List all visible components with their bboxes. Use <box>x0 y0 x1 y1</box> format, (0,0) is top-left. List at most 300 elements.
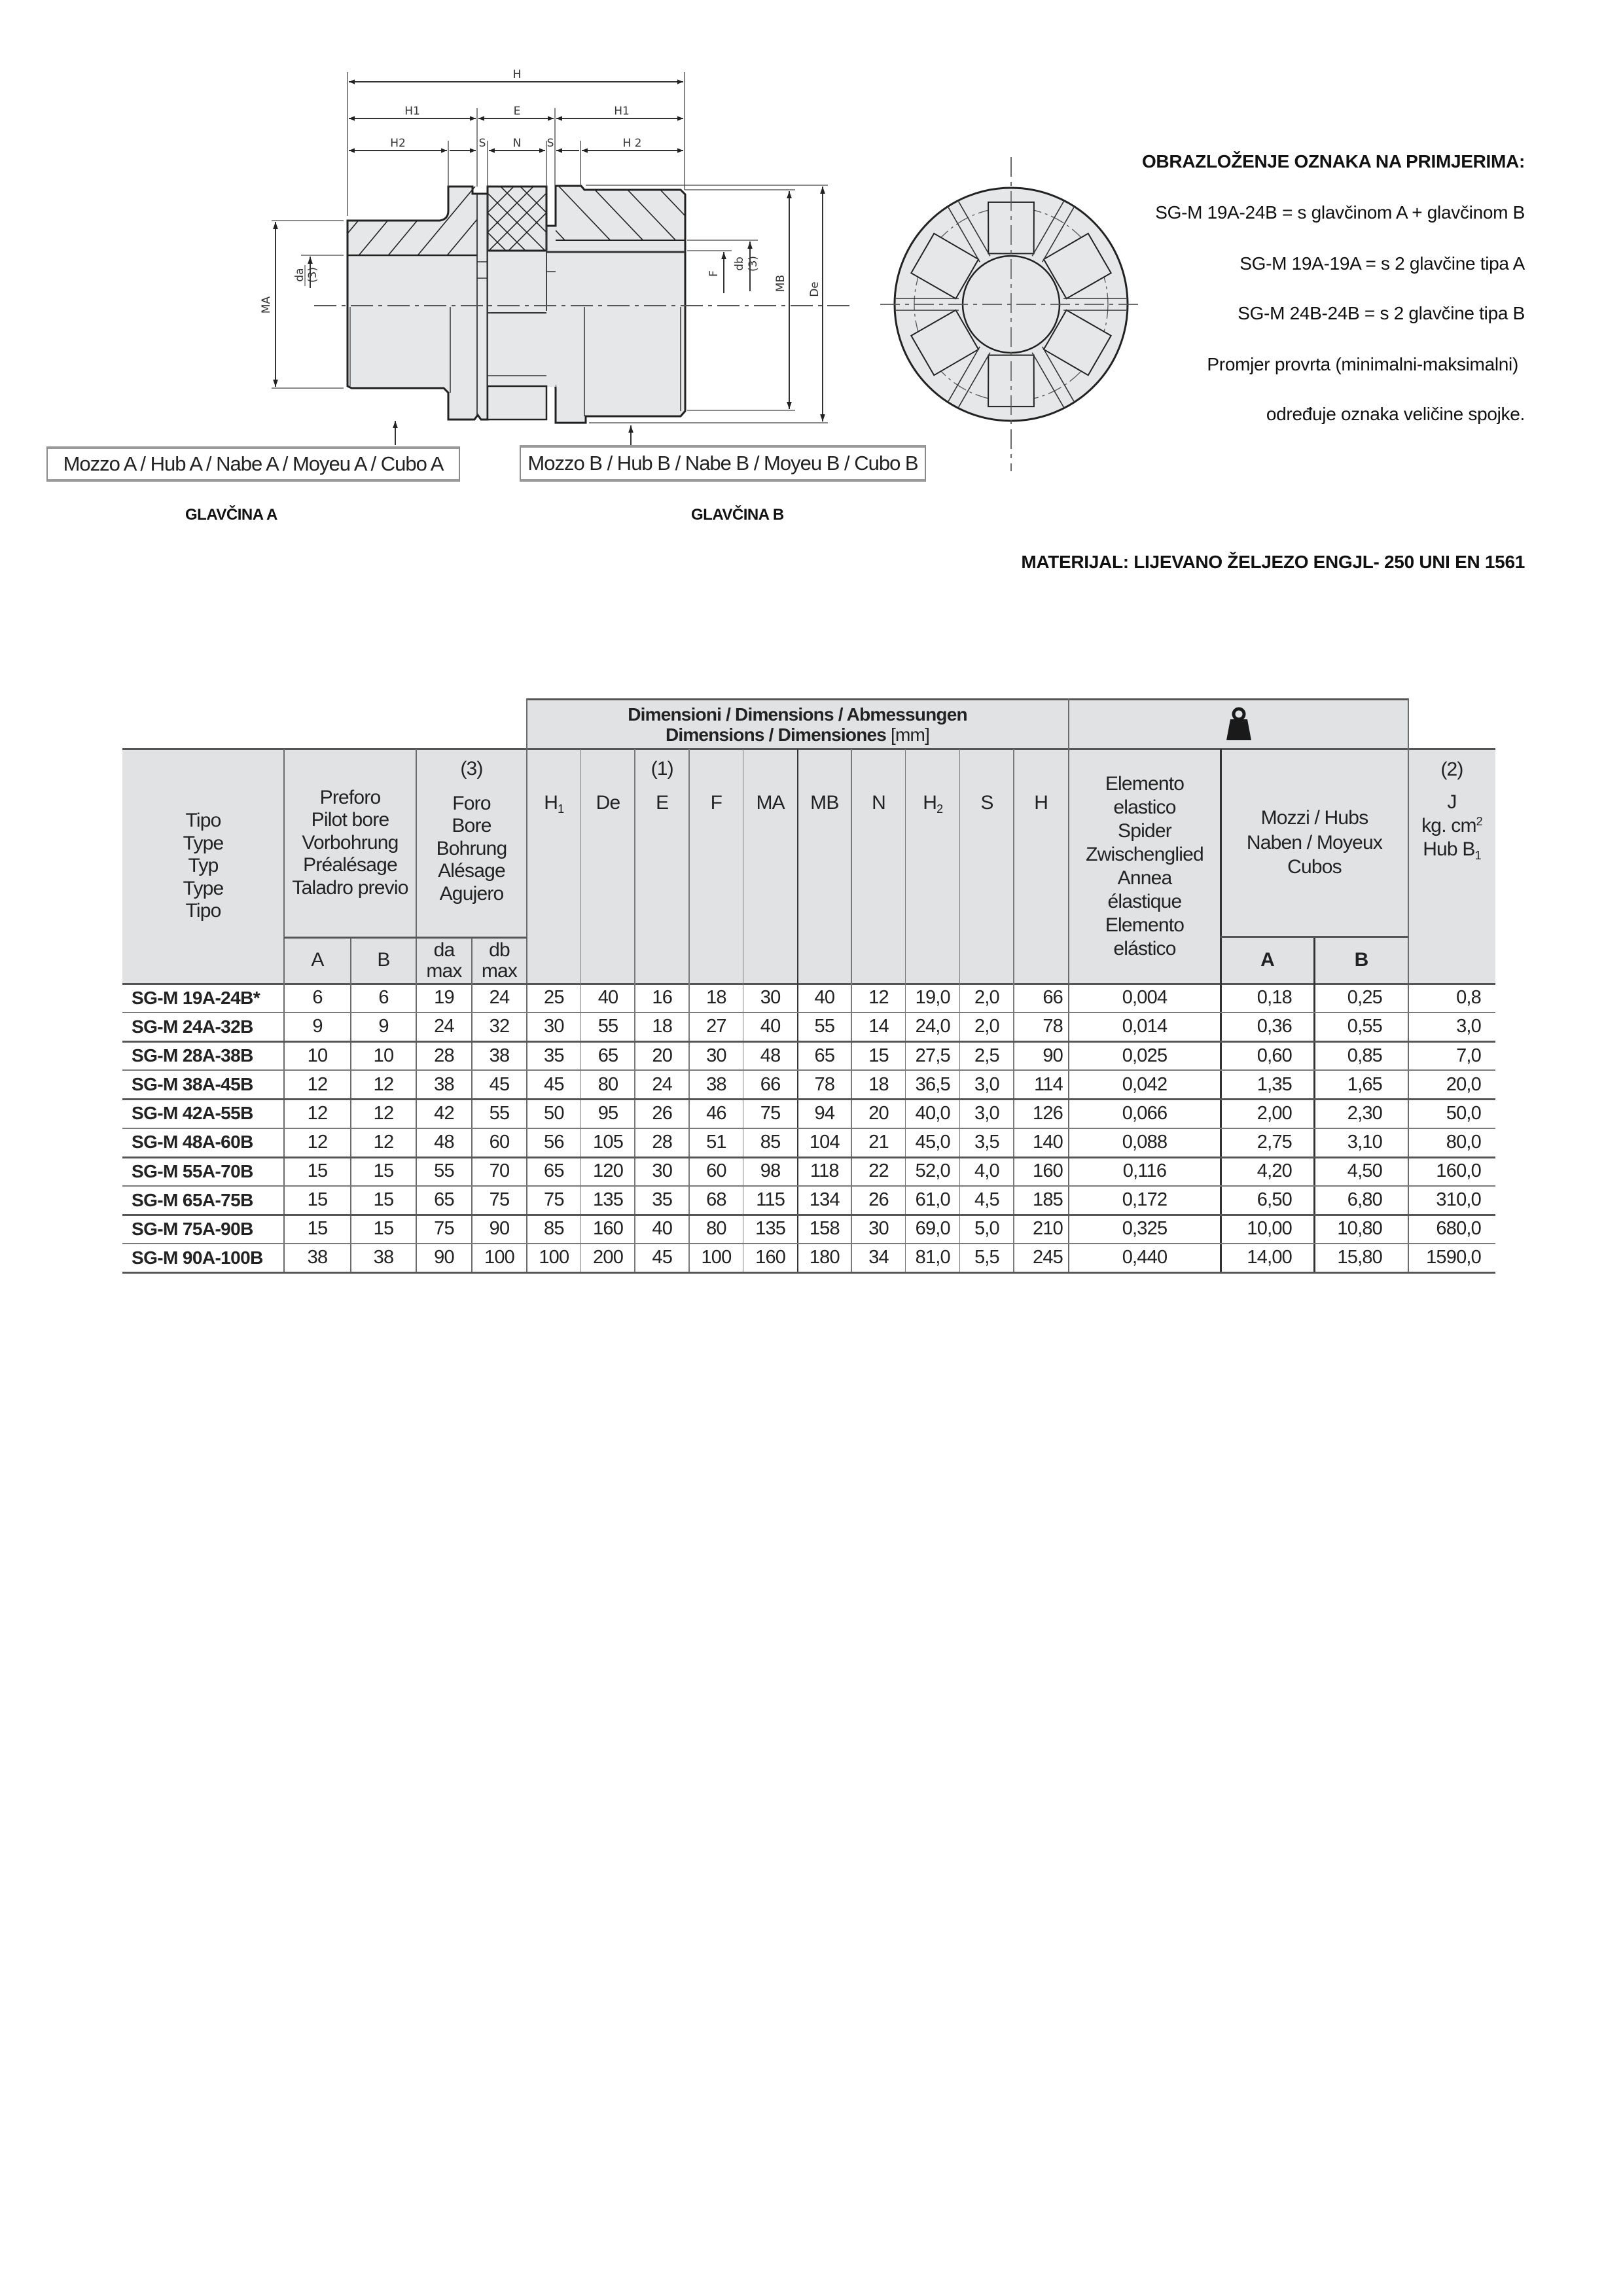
table-cell: 10 <box>307 1045 328 1066</box>
grid-line <box>284 937 527 939</box>
dim-label-da-note: (3) <box>306 266 319 283</box>
table-cell: 126 <box>1032 1102 1063 1124</box>
table-cell: 0,85 <box>1347 1045 1382 1066</box>
table-cell: 51 <box>706 1131 726 1153</box>
table-cell: 6 <box>378 987 389 1009</box>
table-cell: 24 <box>434 1016 454 1037</box>
grid-line <box>122 1272 1495 1274</box>
table-cell: 38 <box>706 1073 726 1095</box>
bore-header-es: Agujero <box>439 882 504 905</box>
table-cell: 38 <box>373 1247 394 1268</box>
pilot-bore-header <box>284 749 416 937</box>
inertia-hub-sub: 1 <box>1474 849 1481 862</box>
grid-line <box>471 937 473 1272</box>
table-cell: 0,8 <box>1456 987 1481 1009</box>
table-cell: 45,0 <box>915 1131 950 1153</box>
grid-line <box>122 1157 1495 1158</box>
table-cell: 200 <box>593 1247 624 1268</box>
table-cell: 1,35 <box>1257 1073 1292 1095</box>
dim-column-label: H <box>923 792 937 814</box>
table-cell: 310,0 <box>1436 1189 1481 1211</box>
table-cell: 56 <box>544 1131 564 1153</box>
dim-label-H: H <box>512 68 522 81</box>
table-row <box>122 1070 1495 1099</box>
table-cell: 185 <box>1032 1189 1063 1211</box>
spider-weight-header <box>1069 749 1221 984</box>
table-cell: 24 <box>652 1073 673 1095</box>
table-cell: 35 <box>652 1189 673 1211</box>
spider-header-line: elástico <box>1113 937 1176 960</box>
hubs-header-line: Naben / Moyeux <box>1246 831 1383 853</box>
table-cell: 45 <box>652 1247 673 1268</box>
table-cell: 40 <box>652 1218 673 1240</box>
grid-line <box>959 749 961 1272</box>
weight-icon <box>1221 706 1257 743</box>
table-cell: 27 <box>706 1016 726 1037</box>
table-cell: 55 <box>597 1016 618 1037</box>
grid-line <box>122 1243 1495 1244</box>
table-cell: 66 <box>760 1073 781 1095</box>
table-row <box>122 1186 1495 1215</box>
bore-header-fr: Alésage <box>438 860 505 882</box>
table-cell: 15 <box>373 1160 394 1181</box>
table-cell: 0,004 <box>1122 987 1168 1009</box>
table-cell: 14 <box>868 1016 889 1037</box>
table-cell: 26 <box>652 1102 673 1124</box>
table-cell: 4,5 <box>974 1189 999 1211</box>
spider-header-line: Elemento <box>1105 772 1185 795</box>
weight-group-header <box>1069 698 1408 749</box>
table-cell: 78 <box>1043 1016 1063 1037</box>
table-cell: 104 <box>809 1131 840 1153</box>
bore-sub-da-label: da <box>433 939 455 961</box>
grid-line <box>1313 937 1315 1272</box>
front-view <box>880 157 1139 471</box>
table-cell: 80,0 <box>1446 1131 1481 1153</box>
table-cell: 45 <box>544 1073 564 1095</box>
row-type-label: SG-M 19A-24B* <box>132 987 260 1008</box>
table-cell: 40,0 <box>915 1102 950 1124</box>
bore-sub-db <box>472 937 527 984</box>
table-cell: 80 <box>706 1218 726 1240</box>
table-cell: 3,0 <box>974 1073 999 1095</box>
table-cell: 140 <box>1032 1131 1063 1153</box>
table-cell: 90 <box>489 1218 510 1240</box>
table-cell: 4,50 <box>1347 1160 1382 1181</box>
dim-column-header <box>743 749 798 984</box>
hub-b-callout-text: Mozzo B / Hub B / Nabe B / Moyeu B / Cubo B <box>527 452 918 475</box>
hub-a-callout-text: Mozzo A / Hub A / Nabe A / Moyeu A / Cubo A <box>63 452 444 475</box>
dim-label-db: db <box>733 257 746 271</box>
table-row <box>122 1013 1495 1041</box>
table-cell: 80 <box>597 1073 618 1095</box>
table-cell: 14,00 <box>1247 1247 1292 1268</box>
inertia-unit-sup: 2 <box>1476 815 1482 828</box>
dim-label-De: De <box>808 281 821 297</box>
notes-line: SG-M 19A-24B = s glavčinom A + glavčinom B <box>1155 202 1525 223</box>
table-cell: 15 <box>868 1045 889 1066</box>
grid-line <box>851 749 852 1272</box>
table-cell: 18 <box>868 1073 889 1095</box>
spider-header-line: Elemento <box>1105 914 1185 936</box>
table-cell: 24 <box>489 987 510 1009</box>
table-cell: 100 <box>484 1247 514 1268</box>
table-cell: 75 <box>489 1189 510 1211</box>
table-cell: 680,0 <box>1436 1218 1481 1240</box>
table-cell: 0,014 <box>1122 1016 1168 1037</box>
spider-header-line: Zwischenglied <box>1086 843 1204 865</box>
dim-column-label: N <box>872 792 885 814</box>
table-cell: 180 <box>809 1247 840 1268</box>
table-row <box>122 1099 1495 1128</box>
table-cell: 32 <box>489 1016 510 1037</box>
grid-line <box>797 749 799 1272</box>
table-cell: 28 <box>652 1131 673 1153</box>
table-cell: 120 <box>593 1160 624 1181</box>
grid-line <box>1013 749 1014 1272</box>
table-cell: 0,325 <box>1122 1218 1168 1240</box>
table-cell: 2,5 <box>974 1045 999 1066</box>
grid-line <box>905 749 906 1272</box>
table-cell: 30 <box>706 1045 726 1066</box>
table-cell: 160,0 <box>1436 1160 1481 1181</box>
dim-column-header <box>960 749 1014 984</box>
table-cell: 6,80 <box>1347 1189 1382 1211</box>
row-type-label: SG-M 38A-45B <box>132 1074 253 1095</box>
table-cell: 2,0 <box>974 1016 999 1037</box>
bore-sub-db-max: max <box>481 960 518 982</box>
table-cell: 12 <box>373 1131 394 1153</box>
inertia-hub: Hub B <box>1423 838 1475 860</box>
table-cell: 26 <box>868 1189 889 1211</box>
table-cell: 134 <box>809 1189 840 1211</box>
table-cell: 135 <box>755 1218 786 1240</box>
hub-b-label: GLAVČINA B <box>691 506 784 524</box>
dim-column-header <box>906 749 960 984</box>
type-header-es: Tipo <box>185 900 221 922</box>
grid-line <box>122 1069 1495 1071</box>
table-cell: 210 <box>1032 1218 1063 1240</box>
table-cell: 0,440 <box>1122 1247 1168 1268</box>
pilot-header-es: Taladro previo <box>292 876 408 899</box>
table-row <box>122 1041 1495 1070</box>
spider-header-line: Annea <box>1117 867 1172 889</box>
grid-line <box>1221 936 1408 938</box>
table-cell: 0,116 <box>1122 1160 1167 1181</box>
row-type-label: SG-M 48A-60B <box>132 1132 253 1153</box>
table-cell: 30 <box>868 1218 889 1240</box>
grid-line <box>688 749 690 1272</box>
table-cell: 68 <box>706 1189 726 1211</box>
table-cell: 9 <box>312 1016 323 1037</box>
bore-header-de: Bohrung <box>436 837 507 859</box>
spider-header-line: élastique <box>1107 890 1182 912</box>
table-cell: 36,5 <box>915 1073 950 1095</box>
table-cell: 2,00 <box>1257 1102 1292 1124</box>
dim-column-label: E <box>656 792 669 814</box>
dim-column-header <box>798 749 852 984</box>
table-cell: 0,36 <box>1257 1016 1292 1037</box>
dim-column-label: H <box>1034 792 1048 814</box>
table-cell: 245 <box>1032 1247 1063 1268</box>
table-cell: 2,75 <box>1257 1131 1292 1153</box>
table-cell: 4,0 <box>974 1160 999 1181</box>
table-cell: 40 <box>760 1016 781 1037</box>
table-cell: 65 <box>544 1160 564 1181</box>
table-row <box>122 1128 1495 1157</box>
pilot-header-en: Pilot bore <box>311 809 389 831</box>
table-cell: 48 <box>434 1131 454 1153</box>
dim-label-F: F <box>707 270 721 277</box>
table-cell: 20,0 <box>1446 1073 1481 1095</box>
table-cell: 30 <box>652 1160 673 1181</box>
notes-line: SG-M 24B-24B = s 2 glavčine tipa B <box>1238 303 1525 323</box>
table-cell: 65 <box>814 1045 835 1066</box>
table-cell: 105 <box>593 1131 624 1153</box>
table-cell: 12 <box>373 1073 394 1095</box>
spider-header-line: Spider <box>1118 819 1171 842</box>
table-cell: 160 <box>755 1247 786 1268</box>
hubs-sub-a: A <box>1260 948 1274 971</box>
table-cell: 60 <box>489 1131 510 1153</box>
inertia-unit: kg. cm <box>1421 815 1476 836</box>
row-type-label: SG-M 24A-32B <box>132 1016 253 1037</box>
table-cell: 30 <box>760 987 781 1009</box>
dim-label-MA: MA <box>260 296 273 314</box>
table-cell: 0,042 <box>1122 1073 1168 1095</box>
dim-label-H1-left: H1 <box>404 105 420 118</box>
table-cell: 90 <box>434 1247 454 1268</box>
dim-column-header <box>851 749 906 984</box>
table-cell: 45 <box>489 1073 510 1095</box>
table-cell: 6,50 <box>1257 1189 1292 1211</box>
table-cell: 20 <box>868 1102 889 1124</box>
table-cell: 52,0 <box>915 1160 950 1181</box>
table-cell: 1,65 <box>1347 1073 1382 1095</box>
table-cell: 3,5 <box>974 1131 999 1153</box>
table-cell: 61,0 <box>915 1189 950 1211</box>
inertia-note: (2) <box>1440 759 1463 780</box>
table-cell: 18 <box>652 1016 673 1037</box>
table-cell: 10,00 <box>1247 1218 1292 1240</box>
grid-line <box>122 1041 1495 1043</box>
hub-b-outline <box>546 186 685 423</box>
notes-title: OBRAZLOŽENJE OZNAKA NA PRIMJERIMA: <box>1141 151 1525 171</box>
table-cell: 19 <box>434 987 454 1009</box>
notes-line: Promjer provrta (minimalni-maksimalni) <box>1207 354 1518 374</box>
row-type-label: SG-M 55A-70B <box>132 1160 253 1181</box>
dim-column-header <box>1014 749 1068 984</box>
table-cell: 0,60 <box>1257 1045 1292 1066</box>
specification-table <box>122 698 1495 1272</box>
table-cell: 55 <box>434 1160 454 1181</box>
grid-line <box>122 1185 1495 1187</box>
dim-label-H2-right: H 2 <box>622 137 642 150</box>
table-cell: 12 <box>373 1102 394 1124</box>
table-cell: 50,0 <box>1446 1102 1481 1124</box>
table-cell: 27,5 <box>915 1045 950 1066</box>
table-cell: 15 <box>373 1189 394 1211</box>
table-row <box>122 1244 1495 1272</box>
table-cell: 115 <box>756 1189 785 1211</box>
dimensions-group-line2: Dimensions / Dimensiones <box>665 725 887 745</box>
row-type-label: SG-M 65A-75B <box>132 1189 253 1210</box>
dim-label-H1-right: H1 <box>614 105 630 118</box>
table-row <box>122 1215 1495 1244</box>
bore-sub-db-label: db <box>489 939 510 961</box>
type-header-it: Tipo <box>185 810 221 832</box>
grid-line <box>122 983 1495 985</box>
table-cell: 75 <box>760 1102 781 1124</box>
table-cell: 25 <box>544 987 564 1009</box>
pilot-sub-a: A <box>311 949 324 971</box>
side-section-view <box>260 68 851 445</box>
type-header-en: Type <box>183 832 224 854</box>
table-cell: 114 <box>1034 1073 1063 1095</box>
table-cell: 75 <box>544 1189 564 1211</box>
hubs-header-line: Mozzi / Hubs <box>1260 807 1368 829</box>
table-cell: 100 <box>701 1247 732 1268</box>
table-row <box>122 984 1495 1013</box>
table-cell: 55 <box>489 1102 510 1124</box>
table-cell: 135 <box>593 1189 624 1211</box>
table-cell: 85 <box>760 1131 781 1153</box>
table-cell: 15,80 <box>1337 1247 1382 1268</box>
pilot-header-de: Vorbohrung <box>302 831 399 853</box>
type-header-de: Typ <box>188 855 219 877</box>
pilot-header-it: Preforo <box>319 786 381 808</box>
table-cell: 160 <box>1032 1160 1063 1181</box>
row-type-label: SG-M 42A-55B <box>132 1103 253 1124</box>
table-cell: 94 <box>814 1102 835 1124</box>
table-cell: 66 <box>1043 987 1063 1009</box>
table-cell: 5,0 <box>974 1218 999 1240</box>
inertia-header <box>1408 749 1495 984</box>
dim-label-S-left: S <box>478 137 486 150</box>
row-type-label: SG-M 90A-100B <box>132 1247 263 1268</box>
table-cell: 15 <box>373 1218 394 1240</box>
type-column-header <box>122 749 284 984</box>
table-cell: 3,0 <box>974 1102 999 1124</box>
table-cell: 40 <box>814 987 835 1009</box>
dim-column-header <box>689 749 743 984</box>
bore-note: (3) <box>460 758 483 780</box>
table-cell: 28 <box>434 1045 454 1066</box>
grid-line <box>283 749 285 1272</box>
table-cell: 12 <box>868 987 889 1009</box>
table-cell: 65 <box>597 1045 618 1066</box>
table-cell: 3,10 <box>1347 1131 1382 1153</box>
table-cell: 50 <box>544 1102 564 1124</box>
table-cell: 34 <box>868 1247 889 1268</box>
dim-column-note: (1) <box>651 758 673 780</box>
table-cell: 75 <box>434 1218 454 1240</box>
grid-line <box>580 749 582 1272</box>
dim-column-label: MB <box>810 792 839 814</box>
table-cell: 100 <box>539 1247 569 1268</box>
dimensions-group-line1: Dimensioni / Dimensions / Abmessungen <box>628 704 967 725</box>
table-cell: 38 <box>307 1247 328 1268</box>
table-cell: 12 <box>307 1073 328 1095</box>
table-cell: 95 <box>597 1102 618 1124</box>
table-cell: 0,25 <box>1347 987 1382 1009</box>
table-cell: 2,30 <box>1347 1102 1382 1124</box>
table-cell: 22 <box>868 1160 889 1181</box>
bore-sub-da-max: max <box>426 960 462 982</box>
table-cell: 0,025 <box>1122 1045 1168 1066</box>
table-cell: 40 <box>597 987 618 1009</box>
hub-b-callout-box <box>520 445 926 482</box>
bore-header <box>416 749 527 937</box>
table-cell: 38 <box>434 1073 454 1095</box>
table-cell: 18 <box>706 987 726 1009</box>
table-cell: 70 <box>489 1160 510 1181</box>
table-cell: 7,0 <box>1456 1045 1481 1066</box>
table-cell: 3,0 <box>1456 1016 1481 1037</box>
table-cell: 118 <box>810 1160 839 1181</box>
table-cell: 20 <box>652 1045 673 1066</box>
notes-line: određuje oznaka veličine spojke. <box>1266 404 1525 424</box>
table-cell: 0,088 <box>1122 1131 1168 1153</box>
hub-a-callout-box <box>46 446 460 482</box>
dim-column-label: MA <box>756 792 785 814</box>
notes-line: SG-M 19A-19A = s 2 glavčine tipa A <box>1240 253 1525 274</box>
dim-column-header <box>581 749 635 984</box>
dim-column-label: S <box>980 792 993 814</box>
dim-label-N: N <box>512 137 522 150</box>
table-cell: 98 <box>760 1160 781 1181</box>
grid-line <box>634 749 635 1272</box>
table-cell: 15 <box>307 1189 328 1211</box>
table-cell: 12 <box>307 1102 328 1124</box>
table-cell: 48 <box>760 1045 781 1066</box>
hubs-weight-header <box>1221 749 1408 937</box>
bore-header-it: Foro <box>452 792 491 814</box>
grid-line <box>1220 749 1222 1272</box>
grid-line <box>743 749 744 1272</box>
pilot-header-fr: Préalésage <box>303 854 397 876</box>
table-cell: 42 <box>434 1102 454 1124</box>
grid-line <box>350 937 351 1272</box>
row-type-label: SG-M 75A-90B <box>132 1218 253 1239</box>
table-cell: 90 <box>1043 1045 1063 1066</box>
table-cell: 0,18 <box>1257 987 1292 1009</box>
table-cell: 38 <box>489 1045 510 1066</box>
dim-label-S-right: S <box>546 137 554 150</box>
dim-column-header <box>527 749 581 984</box>
row-type-label: SG-M 28A-38B <box>132 1045 253 1066</box>
table-cell: 1590,0 <box>1426 1247 1481 1268</box>
dim-label-db-note: (3) <box>747 255 760 272</box>
hub-a-label: GLAVČINA A <box>185 506 277 524</box>
bore-sub-da <box>416 937 472 984</box>
inertia-symbol: J <box>1447 791 1457 813</box>
table-cell: 78 <box>814 1073 835 1095</box>
dimensions-group-header <box>527 698 1068 749</box>
dim-column-label: F <box>710 792 722 814</box>
table-cell: 15 <box>307 1218 328 1240</box>
grid-line <box>122 748 1495 750</box>
dim-column-label: De <box>596 792 620 814</box>
material-spec: MATERIJAL: LIJEVANO ŽELJEZO ENGJL- 250 UNI EN 1561 <box>1021 552 1525 572</box>
bore-header-en: Bore <box>452 815 491 836</box>
table-cell: 65 <box>434 1189 454 1211</box>
table-cell: 35 <box>544 1045 564 1066</box>
hubs-header-line: Cubos <box>1287 856 1342 878</box>
grid-line <box>122 1128 1495 1129</box>
spider-header-line: elastico <box>1113 796 1176 818</box>
table-cell: 21 <box>868 1131 889 1153</box>
